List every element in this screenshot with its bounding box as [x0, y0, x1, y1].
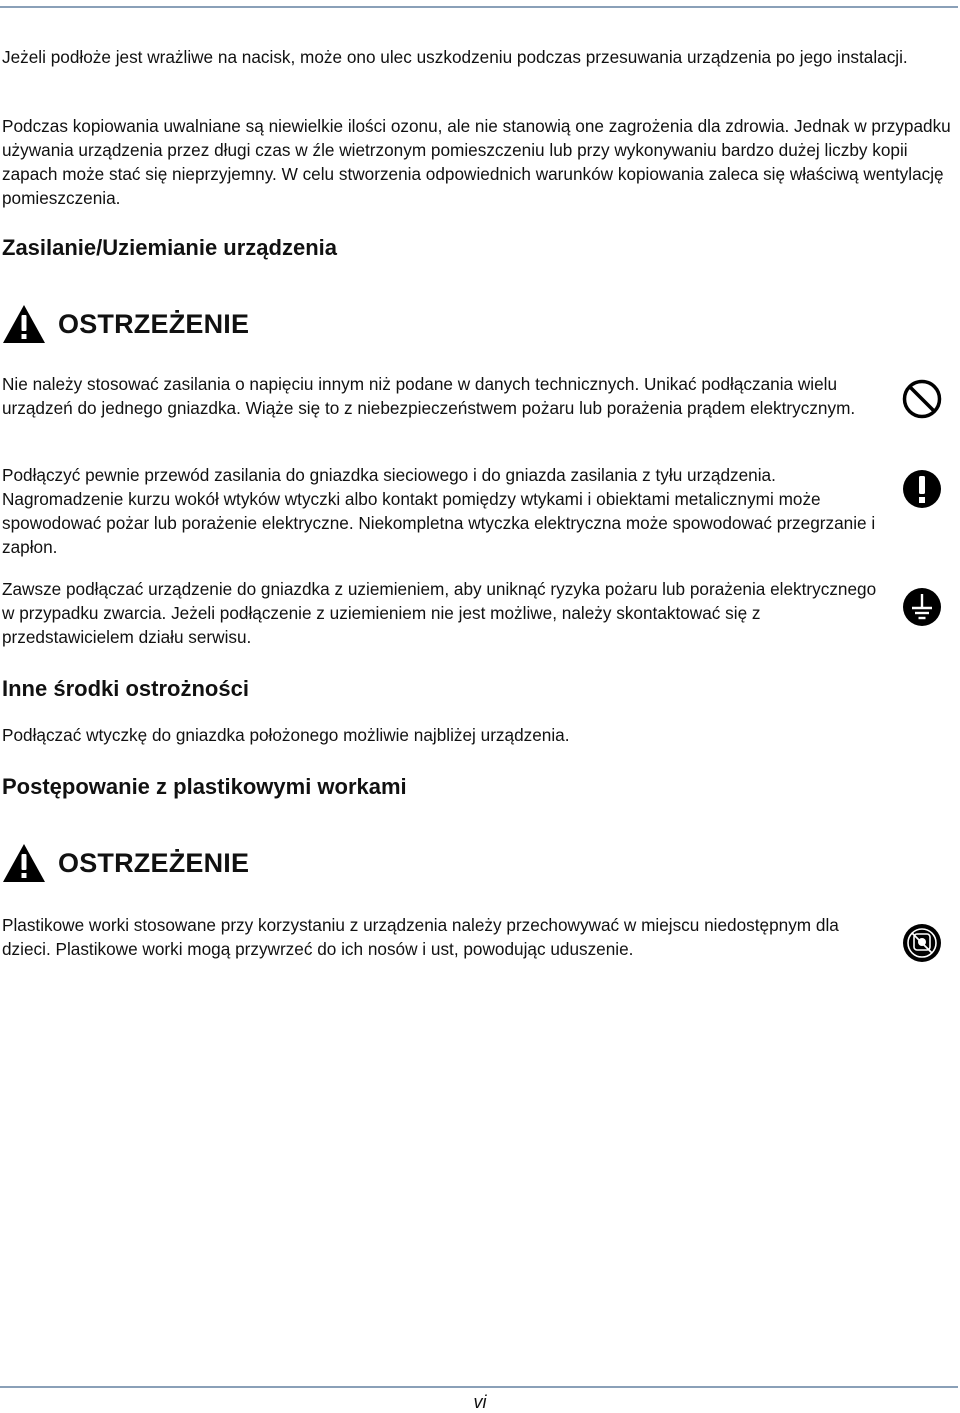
section-heading: Inne środki ostrożności [2, 676, 249, 701]
power-paragraph-1: Nie należy stosować zasilania o napięciu innym niż podane w danych technicznych. Unikać podłączania wielu urządzeń do jednego gniazdka. Wiąże się to z niebezpieczeństwem pożaru lub porażenia prądem elektrycznym. [2, 374, 856, 418]
intro-block [2, 45, 908, 69]
warning-title: OSTRZEŻENIE [58, 308, 250, 339]
warning-header [2, 843, 249, 883]
page-number: vi [473, 1392, 487, 1412]
ground-icon [901, 586, 943, 628]
no-plastic-bag-icon [901, 922, 943, 964]
intro-block-2 [2, 114, 960, 210]
plastic-paragraph-1: Plastikowe worki stosowane przy korzystaniu z urządzenia należy przechowywać w miejscu niedostępnym dla dzieci. Plastikowe worki mogą przywrzeć do ich nosów i ust, powodując uduszenie. [2, 915, 839, 959]
other-paragraph-1-wrap [2, 723, 570, 747]
power-paragraph-3: Zawsze podłączać urządzenie do gniazdka z uziemieniem, aby uniknąć ryzyka pożaru lub porażenia elektrycznego w przypadku zwarcia. Jeżeli podłączenie z uziemieniem nie jest możliwe, należy skontaktować się z przedstawicielem działu serwisu. [2, 579, 877, 647]
top-rule [0, 6, 958, 8]
section-plastic-heading-wrap [2, 773, 407, 801]
power-paragraph-2-wrap [2, 463, 882, 559]
warning-title: OSTRZEŻENIE [58, 847, 250, 878]
other-paragraph-1: Podłączać wtyczkę do gniazdka położonego możliwie najbliżej urządzenia. [2, 725, 570, 745]
bottom-rule [0, 1386, 958, 1388]
warning-triangle-icon [2, 843, 46, 883]
power-paragraph-3-wrap [2, 577, 882, 649]
plastic-paragraph-1-wrap [2, 913, 892, 961]
exclamation-icon [901, 468, 943, 510]
warning-header [2, 304, 249, 344]
section-heading: Zasilanie/Uziemianie urządzenia [2, 235, 338, 260]
section-heading: Postępowanie z plastikowymi workami [2, 774, 407, 799]
power-paragraph-2: Podłączyć pewnie przewód zasilania do gniazdka sieciowego i do gniazda zasilania z tyłu urządzenia. Nagromadzenie kurzu wokół wtyków wtyczki albo kontakt pomiędzy wtykami i obiektami metalicznymi może spowodować pożar lub porażenie elektryczne. Niekompletna wtyczka elektryczna może spowodować przegrzanie i zapłon. [2, 465, 876, 557]
section-other-heading-wrap [2, 675, 249, 703]
intro-paragraph-2: Podczas kopiowania uwalniane są niewielkie ilości ozonu, ale nie stanowią one zagrożenia dla zdrowia. Jednak w przypadku używania urządzenia przez długi czas w źle wietrzonym pomieszczeniu lub przy wykonywaniu bardzo dużej liczby kopii zapach może stać się nieprzyjemny. W celu stworzenia odpowiednich warunków kopiowania zaleca się właściwą wentylację pomieszczenia. [2, 116, 951, 208]
intro-paragraph-1: Jeżeli podłoże jest wrażliwe na nacisk, może ono ulec uszkodzeniu podczas przesuwania urządzenia po jego instalacji. [2, 47, 908, 67]
power-paragraph-1-wrap [2, 372, 882, 420]
prohibited-icon [901, 378, 943, 420]
section-power-heading-wrap [2, 234, 337, 262]
warning-triangle-icon [2, 304, 46, 344]
